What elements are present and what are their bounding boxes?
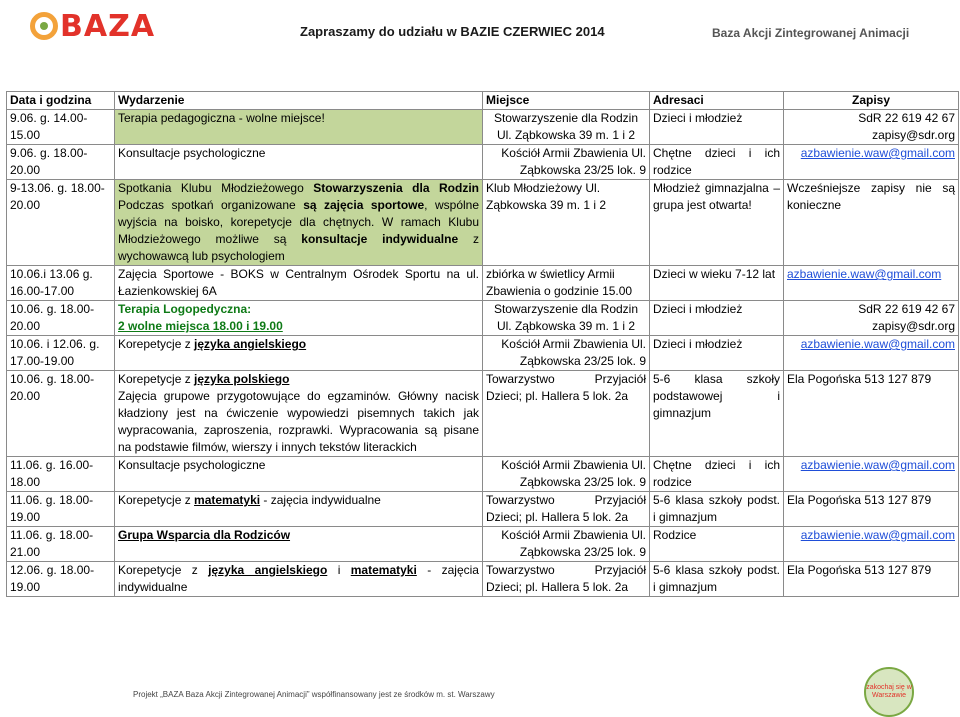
email-link[interactable]: azbawienie.waw@gmail.com <box>800 458 955 472</box>
logo-circle-icon <box>30 12 58 40</box>
table-row <box>7 492 959 527</box>
event-bold-text: Stowarzyszenia dla Rodzin <box>313 181 479 195</box>
cell-audience: Chętne dzieci i ich rodzice <box>650 145 784 180</box>
table-row <box>7 457 959 492</box>
event-bold-text: są zajęcia sportowe <box>303 198 425 212</box>
header-audience: Adresaci <box>650 92 784 110</box>
event-text: Korepetycje z <box>118 563 209 577</box>
cell-signup: Ela Pogońska 513 127 879 <box>784 562 959 597</box>
cell-place: Stowarzyszenie dla Rodzin Ul. Ząbkowska 39 m. 1 i 2 <box>483 301 650 336</box>
cell-signup <box>784 527 959 562</box>
cell-signup: SdR 22 619 42 67 zapisy@sdr.org <box>784 110 959 145</box>
event-title: Terapia Logopedyczna: <box>118 302 252 316</box>
page-title: Zapraszamy do udziału w BAZIE CZERWIEC 2014 <box>300 24 605 39</box>
cell-place: Stowarzyszenie dla Rodzin Ul. Ząbkowska 39 m. 1 i 2 <box>483 110 650 145</box>
event-bold-text: języka angielskiego <box>208 563 328 577</box>
logo-text: BAZA <box>60 8 156 44</box>
cell-signup: Ela Pogońska 513 127 879 <box>784 371 959 457</box>
email-link[interactable]: azbawienie.waw@gmail.com <box>800 337 955 351</box>
event-text: Spotkania Klubu Młodzieżowego <box>118 181 314 195</box>
cell-date: 9-13.06. g. 18.00-20.00 <box>7 180 115 266</box>
event-bold-text: matematyki <box>350 563 417 577</box>
event-text: Korepetycje z <box>118 493 195 507</box>
cell-audience: 5-6 klasa szkoły podst. i gimnazjum <box>650 492 784 527</box>
cell-date: 9.06. g. 18.00-20.00 <box>7 145 115 180</box>
cell-event: Konsultacje psychologiczne <box>115 457 483 492</box>
warsaw-badge-logo: zakochaj się w Warszawie <box>864 667 914 717</box>
email-link[interactable]: azbawienie.waw@gmail.com <box>787 267 942 281</box>
cell-event <box>115 301 483 336</box>
cell-audience: Dzieci i młodzież <box>650 336 784 371</box>
cell-place: Towarzystwo Przyjaciół Dzieci; pl. Hallera 5 lok. 2a <box>483 492 650 527</box>
cell-signup <box>784 145 959 180</box>
cell-audience: Dzieci w wieku 7-12 lat <box>650 266 784 301</box>
table-row <box>7 527 959 562</box>
event-text: i <box>327 563 351 577</box>
table-row <box>7 301 959 336</box>
events-table <box>6 91 959 597</box>
event-bold-text: Grupa Wsparcia dla Rodziców <box>118 528 291 542</box>
event-bold-text: matematyki <box>194 493 261 507</box>
table-row <box>7 336 959 371</box>
cell-date: 11.06. g. 18.00-19.00 <box>7 492 115 527</box>
cell-audience: Dzieci i młodzież <box>650 110 784 145</box>
cell-event <box>115 336 483 371</box>
event-text: - zajęcia indywidualne <box>260 493 381 507</box>
header-date: Data i godzina <box>7 92 115 110</box>
cell-place: Kościół Armii Zbawienia Ul. Ząbkowska 23/25 lok. 9 <box>483 336 650 371</box>
header-event: Wydarzenie <box>115 92 483 110</box>
table-row <box>7 266 959 301</box>
event-text: , wspólne wyjścia na boisko, korepetycje dla chętnych. W ramach Klubu Młodzieżowego możliwe są <box>118 198 479 246</box>
table-row <box>7 145 959 180</box>
event-text: Podczas spotkań organizowane <box>118 198 304 212</box>
cell-date: 10.06. i 12.06. g. 17.00-19.00 <box>7 336 115 371</box>
cell-date: 10.06. g. 18.00-20.00 <box>7 371 115 457</box>
page-header <box>0 0 960 62</box>
cell-audience: Rodzice <box>650 527 784 562</box>
cell-event: Terapia pedagogiczna - wolne miejsce! <box>115 110 483 145</box>
cell-audience: 5-6 klasa szkoły podst. i gimnazjum <box>650 562 784 597</box>
table-header-row <box>7 92 959 110</box>
email-link[interactable]: azbawienie.waw@gmail.com <box>800 146 955 160</box>
cell-audience: 5-6 klasa szkoły podstawowej i gimnazjum <box>650 371 784 457</box>
baza-logo <box>30 8 155 44</box>
cell-event: Konsultacje psychologiczne <box>115 145 483 180</box>
cell-date: 10.06. g. 18.00-20.00 <box>7 301 115 336</box>
event-text: Korepetycje z <box>118 337 195 351</box>
footer-funding-note: Projekt „BAZA Baza Akcji Zintegrowanej Animacji” współfinansowany jest ze środków m. st. Warszawy <box>133 690 495 699</box>
cell-event <box>115 371 483 457</box>
event-text: - zajęcia indywidualne <box>118 563 479 594</box>
cell-signup: Ela Pogońska 513 127 879 <box>784 492 959 527</box>
cell-signup: SdR 22 619 42 67 zapisy@sdr.org <box>784 301 959 336</box>
cell-date: 11.06. g. 18.00-21.00 <box>7 527 115 562</box>
cell-place: Towarzystwo Przyjaciół Dzieci; pl. Hallera 5 lok. 2a <box>483 562 650 597</box>
cell-signup <box>784 457 959 492</box>
cell-event <box>115 180 483 266</box>
table-row <box>7 371 959 457</box>
page-footer <box>0 681 960 717</box>
cell-date: 10.06.i 13.06 g. 16.00-17.00 <box>7 266 115 301</box>
cell-event <box>115 527 483 562</box>
cell-event: Zajęcia Sportowe - BOKS w Centralnym Ośrodek Sportu na ul. Łazienkowskiej 6A <box>115 266 483 301</box>
event-bold-text: języka polskiego <box>194 372 290 386</box>
cell-place: zbiórka w świetlicy Armii Zbawienia o godzinie 15.00 <box>483 266 650 301</box>
cell-date: 12.06. g. 18.00-19.00 <box>7 562 115 597</box>
event-text: z wychowawcą lub psychologiem <box>118 232 479 263</box>
cell-place: Kościół Armii Zbawienia Ul. Ząbkowska 23/25 lok. 9 <box>483 527 650 562</box>
event-bold-text: konsultacje indywidualne <box>301 232 459 246</box>
header-organization: Baza Akcji Zintegrowanej Animacji <box>712 26 910 40</box>
cell-date: 9.06. g. 14.00-15.00 <box>7 110 115 145</box>
cell-signup <box>784 266 959 301</box>
cell-date: 11.06. g. 16.00-18.00 <box>7 457 115 492</box>
email-link[interactable]: azbawienie.waw@gmail.com <box>800 528 955 542</box>
cell-audience: Dzieci i młodzież <box>650 301 784 336</box>
event-description: Zajęcia grupowe przygotowujące do egzaminów. Główny nacisk kładziony jest na ćwiczenie wypowiedzi pisemnych takich jak wypracowania, zaproszenia, rozprawki. Wypracowania są pisane na podstawie filmów, wierszy i innych tekstów literackich <box>118 389 479 454</box>
cell-place: Klub Młodzieżowy Ul. Ząbkowska 39 m. 1 i 2 <box>483 180 650 266</box>
cell-place: Kościół Armii Zbawienia Ul. Ząbkowska 23/25 lok. 9 <box>483 457 650 492</box>
table-row <box>7 562 959 597</box>
cell-signup: Wcześniejsze zapisy nie są konieczne <box>784 180 959 266</box>
cell-audience: Chętne dzieci i ich rodzice <box>650 457 784 492</box>
table-row <box>7 110 959 145</box>
cell-event <box>115 562 483 597</box>
cell-place: Kościół Armii Zbawienia Ul. Ząbkowska 23/25 lok. 9 <box>483 145 650 180</box>
header-signup: Zapisy <box>784 92 959 110</box>
table-row <box>7 180 959 266</box>
cell-place: Towarzystwo Przyjaciół Dzieci; pl. Hallera 5 lok. 2a <box>483 371 650 457</box>
cell-audience: Młodzież gimnazjalna – grupa jest otwarta! <box>650 180 784 266</box>
cell-event <box>115 492 483 527</box>
event-bold-text: języka angielskiego <box>194 337 307 351</box>
event-text: Korepetycje z <box>118 372 195 386</box>
event-subtitle: 2 wolne miejsca 18.00 i 19.00 <box>118 319 283 333</box>
cell-signup <box>784 336 959 371</box>
header-place: Miejsce <box>483 92 650 110</box>
